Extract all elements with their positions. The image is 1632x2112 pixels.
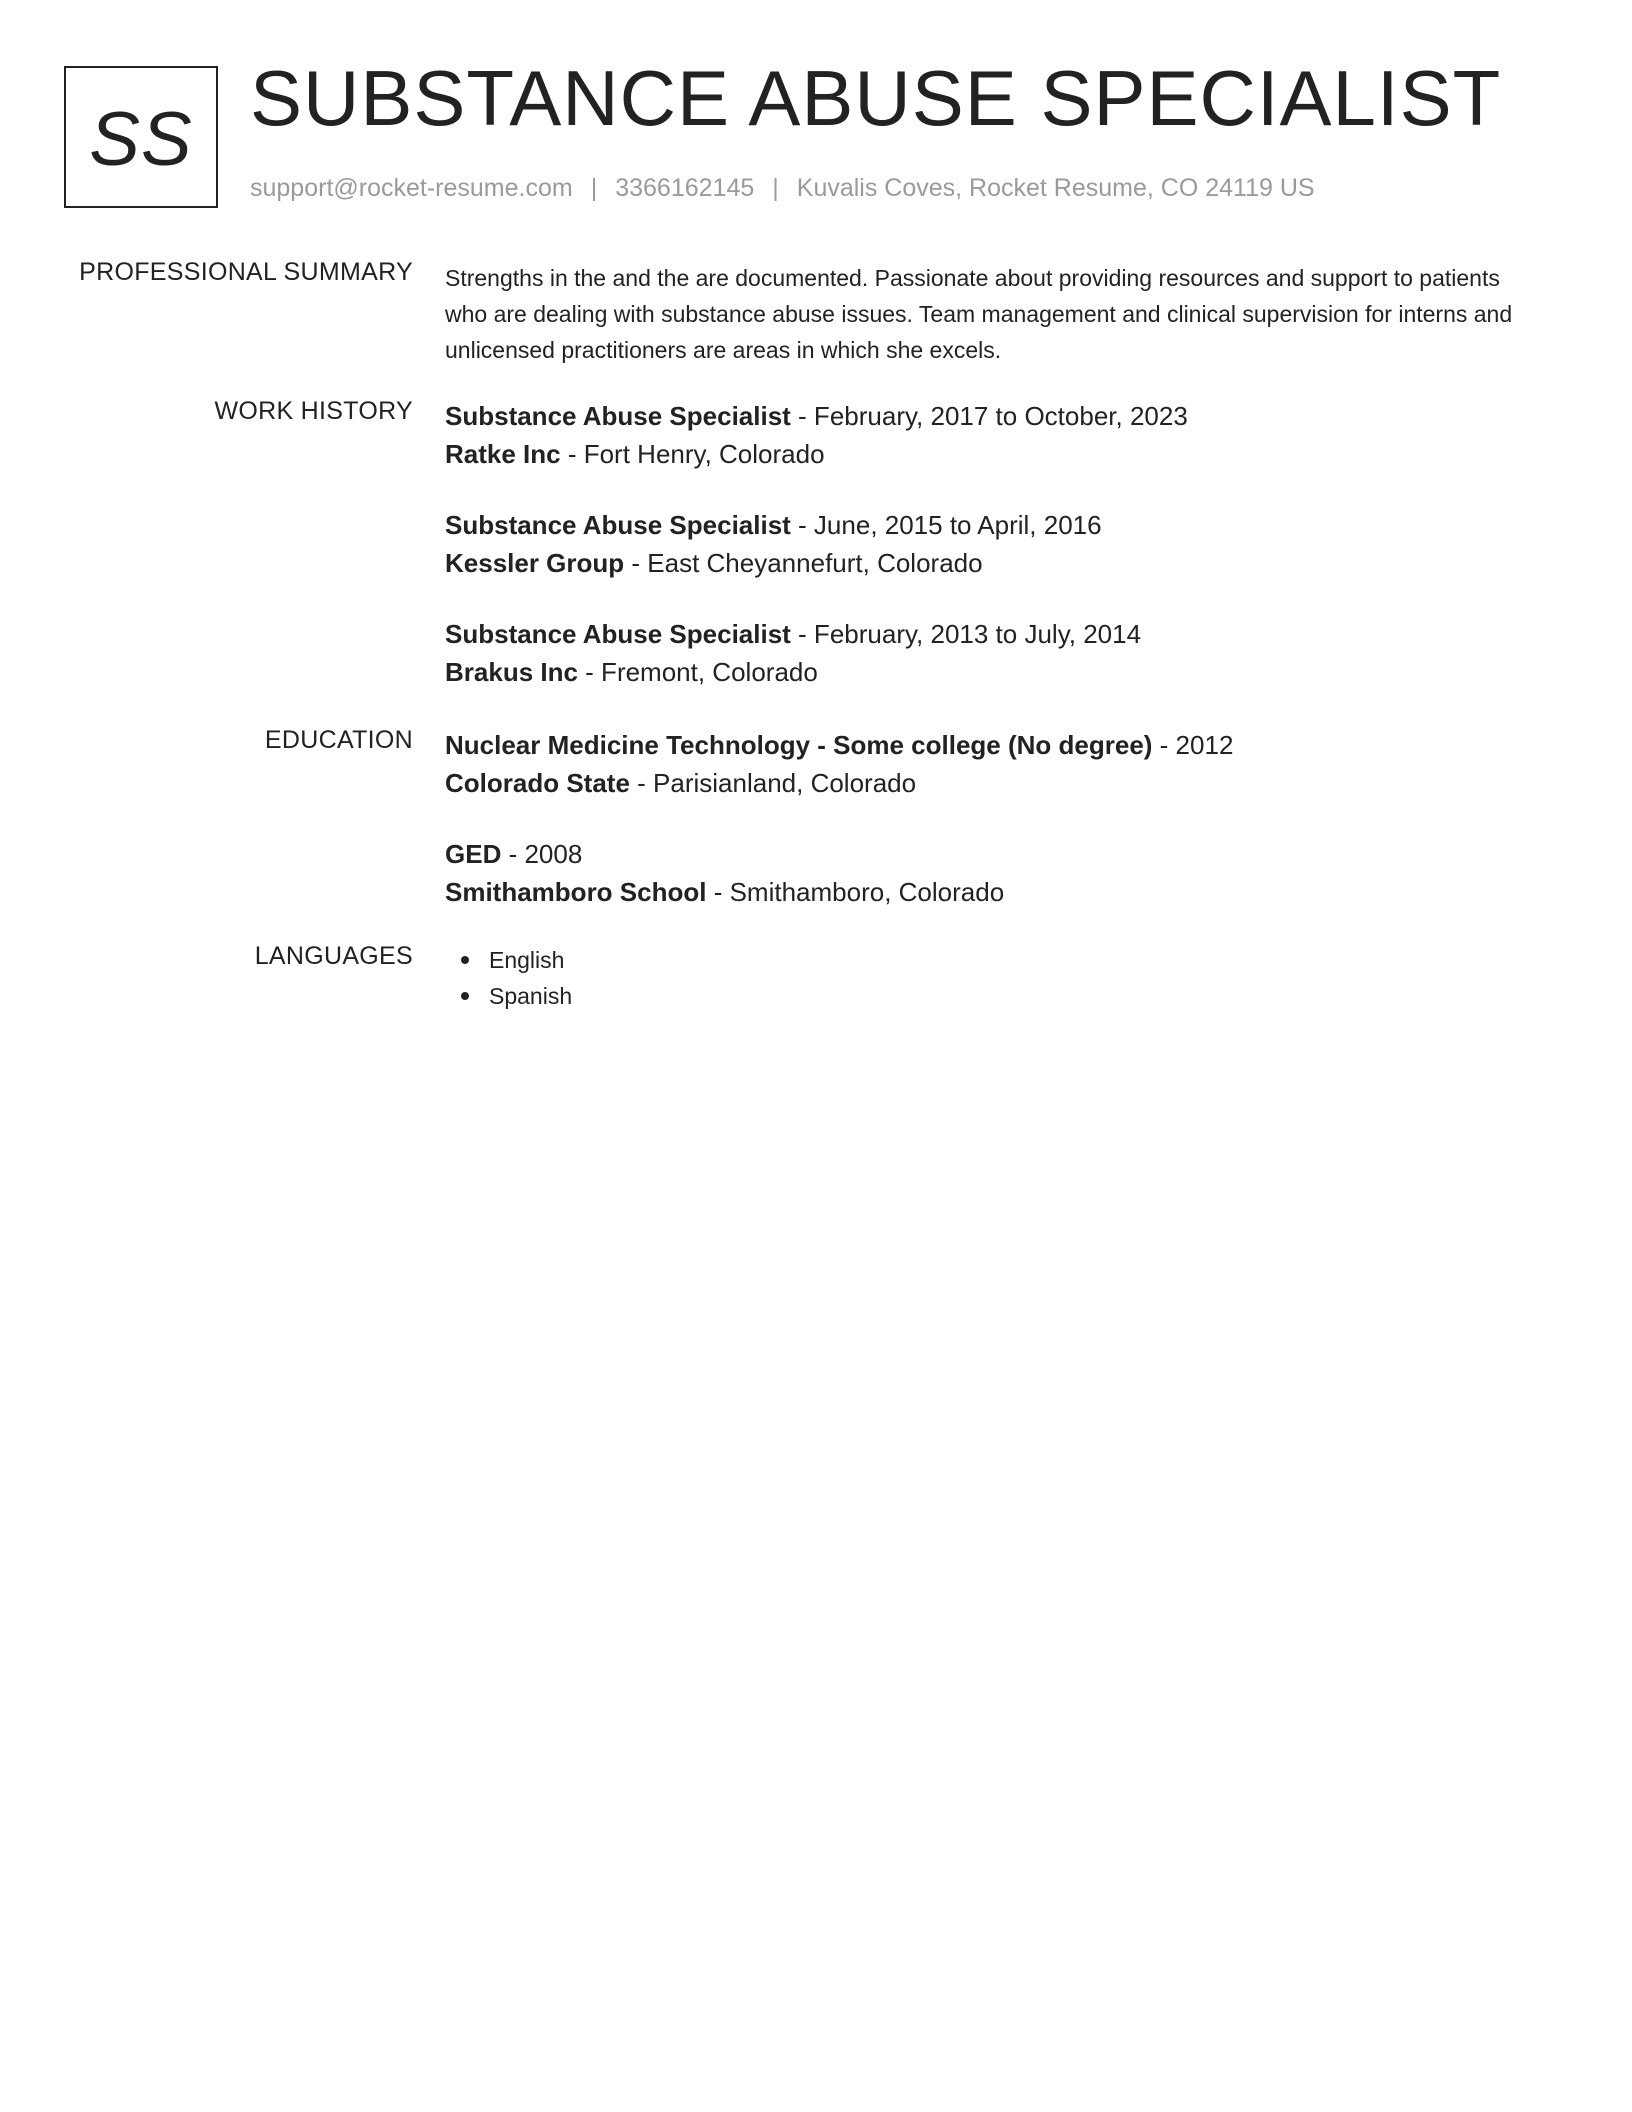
bullet-icon — [461, 992, 469, 1000]
education-entry — [445, 726, 1535, 802]
work-history-body — [445, 397, 1535, 691]
education-school: Smithamboro School — [445, 877, 707, 907]
job-company: Kessler Group — [445, 548, 625, 578]
job-role: Substance Abuse Specialist — [445, 401, 791, 431]
monogram-box — [64, 66, 218, 208]
languages-heading: LANGUAGES — [254, 942, 413, 970]
summary-text: Strengths in the and the are documented. Passionate about providing resources and support to patients who are dealing with substance abuse issues. Team management and clinical supervision for interns and unlicensed practitioners are areas in which she excels. — [445, 265, 1513, 363]
contact-separator: | — [772, 174, 779, 202]
education-school: Colorado State — [445, 768, 630, 798]
contact-email[interactable]: support@rocket-resume.com — [250, 174, 573, 202]
work-entry — [445, 397, 1535, 473]
education-year: - 2008 — [501, 839, 583, 869]
job-role: Substance Abuse Specialist — [445, 619, 791, 649]
education-degree: GED — [445, 839, 502, 869]
education-entry — [445, 835, 1535, 911]
work-history-section — [0, 397, 1632, 697]
contact-separator: | — [590, 174, 598, 202]
education-location: - Smithamboro, Colorado — [706, 877, 1005, 907]
contact-address: Kuvalis Coves, Rocket Resume, CO 24119 US — [796, 174, 1315, 202]
job-company: Ratke Inc — [445, 439, 561, 469]
job-dates: - February, 2013 to July, 2014 — [790, 619, 1142, 649]
language-name: Spanish — [489, 983, 573, 1009]
languages-list — [445, 942, 1535, 1014]
work-entry — [445, 615, 1535, 691]
language-name: English — [489, 947, 565, 973]
language-item — [445, 942, 1535, 978]
contact-line — [250, 174, 1315, 203]
summary-section — [0, 258, 1632, 368]
resume-title: SUBSTANCE ABUSE SPECIALIST — [250, 54, 1502, 142]
job-location: - East Cheyannefurt, Colorado — [624, 548, 983, 578]
languages-body — [445, 942, 1535, 1014]
work-entry — [445, 506, 1535, 582]
job-role: Substance Abuse Specialist — [445, 510, 791, 540]
contact-phone[interactable]: 3366162145 — [615, 174, 755, 202]
language-item — [445, 978, 1535, 1014]
bullet-icon — [461, 956, 469, 964]
work-history-heading: WORK HISTORY — [214, 397, 413, 425]
education-section — [0, 726, 1632, 916]
education-heading: EDUCATION — [264, 726, 413, 754]
summary-heading: PROFESSIONAL SUMMARY — [79, 258, 413, 286]
languages-section — [0, 942, 1632, 1032]
summary-body — [445, 258, 1535, 368]
job-company: Brakus Inc — [445, 657, 578, 687]
job-dates: - June, 2015 to April, 2016 — [790, 510, 1102, 540]
education-body — [445, 726, 1535, 911]
education-location: - Parisianland, Colorado — [629, 768, 917, 798]
job-dates: - February, 2017 to October, 2023 — [790, 401, 1188, 431]
education-degree: Nuclear Medicine Technology - Some college (No degree) — [445, 730, 1153, 760]
monogram-initials: SS — [89, 97, 193, 182]
job-location: - Fremont, Colorado — [577, 657, 818, 687]
job-location: - Fort Henry, Colorado — [560, 439, 825, 469]
education-year: - 2012 — [1152, 730, 1234, 760]
